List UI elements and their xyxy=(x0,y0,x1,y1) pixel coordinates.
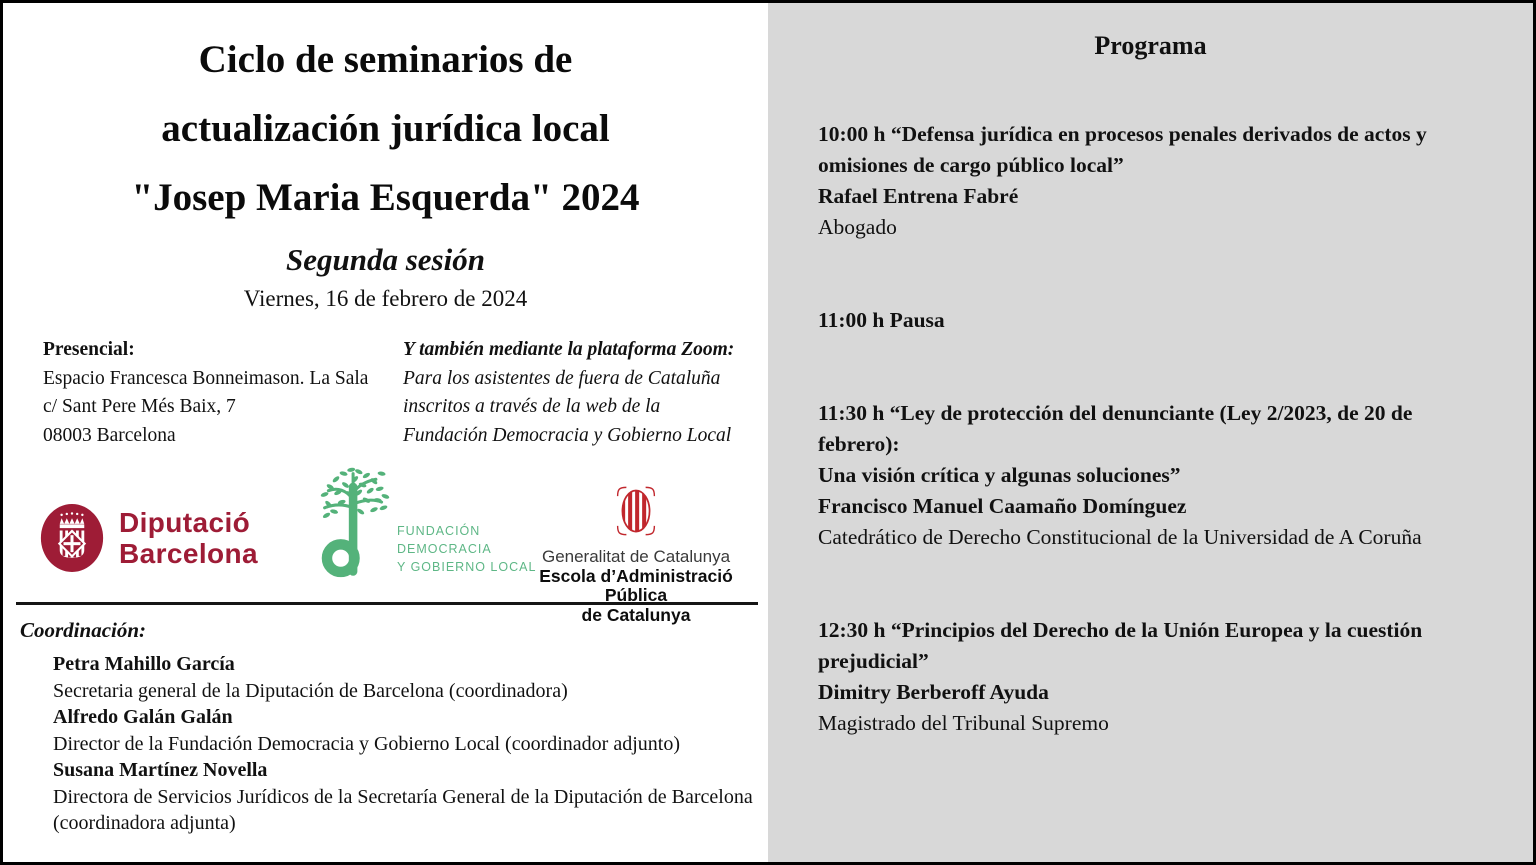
generalitat-logo xyxy=(523,483,749,625)
fundacion-word-1: FUNDACIÓN xyxy=(397,524,481,538)
zoom-line: inscritos a través de la web de la xyxy=(403,396,661,417)
program-item xyxy=(818,615,1475,739)
program-speaker: Rafael Entrena Fabré xyxy=(818,184,1019,208)
fundacion-tree-icon xyxy=(317,466,393,580)
program-item-title-line: 10:00 h “Defensa jurídica en procesos penales derivados de actos y xyxy=(818,122,1427,146)
diputacio-barcelona-logo xyxy=(39,502,258,574)
fundacion-wordmark xyxy=(397,522,536,576)
program-item-title-line: Una visión crítica y algunas soluciones” xyxy=(818,463,1181,487)
coordinacion-section xyxy=(3,618,768,837)
generalitat-shield-icon xyxy=(615,483,657,539)
diputacio-word-1: Diputació xyxy=(119,507,251,538)
presencial-label: Presencial: xyxy=(43,339,135,360)
attendance-info xyxy=(3,336,768,450)
program-item-title-line: 12:30 h “Principios del Derecho de la Unión Europea y la cuestión xyxy=(818,618,1423,642)
address-line: Espacio Francesca Bonneimason. La Sala xyxy=(43,367,369,389)
generalitat-wordmark xyxy=(523,547,749,625)
coordinator-role: (coordinadora adjunta) xyxy=(53,812,236,834)
coordinator-name: Susana Martínez Novella xyxy=(53,759,268,781)
coordinator-role: Directora de Servicios Jurídicos de la Secretaría General de la Diputación de Barcelona xyxy=(53,785,753,808)
fundacion-word-3: Y GOBIERNO LOCAL xyxy=(397,560,537,574)
coordinator-name: Petra Mahillo García xyxy=(53,653,235,675)
diputacio-crest-icon xyxy=(39,502,105,574)
title-line-3: "Josep Maria Esquerda" 2024 xyxy=(131,176,640,219)
generalitat-line-1: Generalitat de Catalunya xyxy=(541,547,731,566)
diputacio-wordmark xyxy=(119,507,258,569)
seminar-title xyxy=(3,25,768,232)
programa-panel xyxy=(768,3,1533,862)
title-line-1: Ciclo de seminarios de xyxy=(198,38,573,81)
program-item-title-line: prejudicial” xyxy=(818,649,929,673)
logos-row xyxy=(3,466,768,625)
zoom-line: Para los asistentes de fuera de Cataluña xyxy=(403,367,721,389)
fundacion-word-2: DEMOCRACIA xyxy=(397,542,492,556)
generalitat-line-2: Escola d’Administració Pública xyxy=(539,565,733,605)
session-date: Viernes, 16 de febrero de 2024 xyxy=(243,286,528,311)
zoom-block xyxy=(403,336,748,450)
address-line: 08003 Barcelona xyxy=(43,424,176,446)
session-subtitle: Segunda sesión xyxy=(286,242,485,277)
program-speaker-role: Abogado xyxy=(818,215,897,239)
coordinator-role: Secretaria general de la Diputación de Barcelona (coordinadora) xyxy=(53,679,568,702)
program-item xyxy=(818,119,1475,243)
program-item-title-line: omisiones de cargo público local” xyxy=(818,153,1124,177)
presencial-block xyxy=(43,336,403,450)
program-item-title-line: 11:30 h “Ley de protección del denunciante (Ley 2/2023, de 20 de febrero): xyxy=(818,401,1413,456)
zoom-label: Y también mediante la plataforma Zoom: xyxy=(403,339,735,360)
program-speaker: Dimitry Berberoff Ayuda xyxy=(818,680,1049,704)
program-item-title-line: 11:00 h Pausa xyxy=(818,308,945,332)
zoom-line: Fundación Democracia y Gobierno Local xyxy=(403,424,732,446)
title-line-2: actualización jurídica local xyxy=(161,107,610,150)
program-speaker-role: Catedrático de Derecho Constitucional de la Universidad de A Coruña xyxy=(818,525,1422,549)
program-speaker-role: Magistrado del Tribunal Supremo xyxy=(818,711,1109,735)
coordinator-name: Alfredo Galán Galán xyxy=(53,706,233,728)
fundacion-democracia-logo xyxy=(317,466,536,580)
coordinator-list xyxy=(20,651,768,837)
diputacio-word-2: Barcelona xyxy=(119,538,258,569)
coordinacion-label: Coordinación: xyxy=(20,618,147,642)
programa-header: Programa xyxy=(1094,31,1207,60)
program-item xyxy=(818,305,1475,336)
program-speaker: Francisco Manuel Caamaño Domínguez xyxy=(818,494,1187,518)
program-item xyxy=(818,398,1475,553)
coordinator-role: Director de la Fundación Democracia y Gobierno Local (coordinador adjunto) xyxy=(53,732,680,755)
address-line: c/ Sant Pere Més Baix, 7 xyxy=(43,396,236,417)
left-panel xyxy=(3,3,768,862)
generalitat-line-3: de Catalunya xyxy=(581,604,691,625)
program-list xyxy=(768,119,1533,739)
